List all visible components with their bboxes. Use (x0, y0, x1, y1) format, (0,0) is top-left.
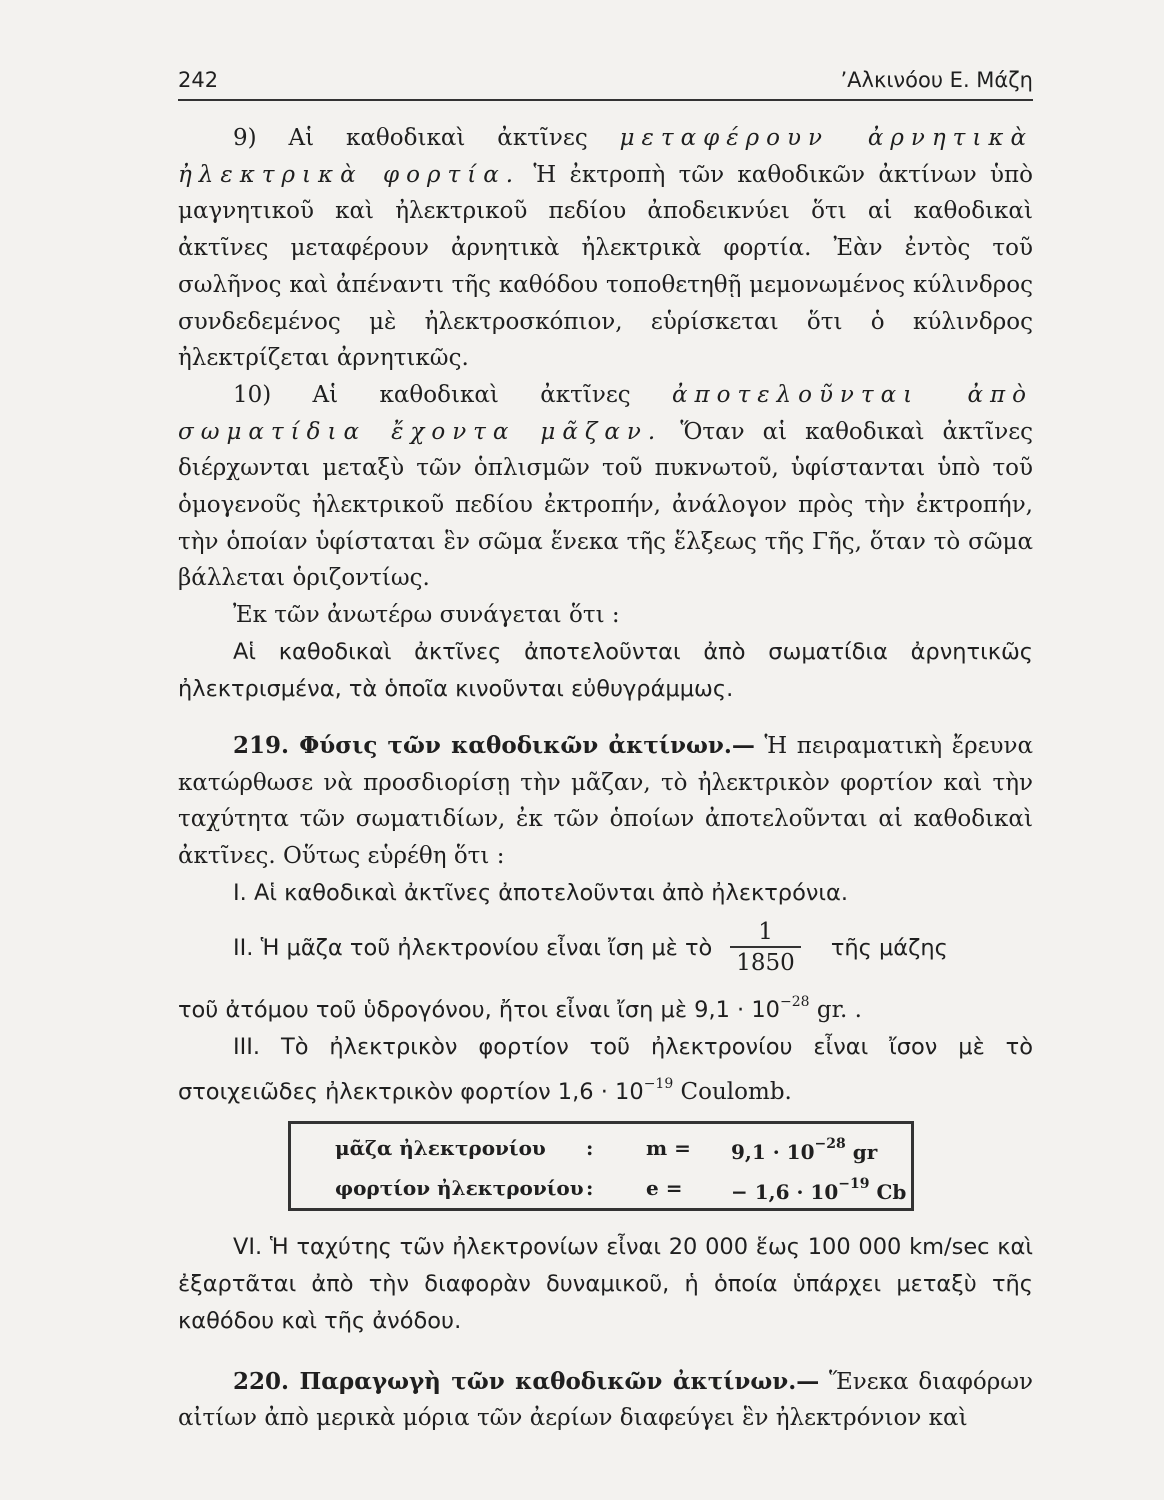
conclusion-intro (178, 597, 1033, 634)
charge-value-number: − 1,6 · 10 (731, 1179, 839, 1204)
summary-box-wrapper (178, 1111, 1033, 1229)
finding-2-start: II. Ἡ μᾶζα τοῦ ἠλεκτρονίου εἶναι ἴση μὲ τὸ (233, 934, 713, 961)
electron-summary-box (288, 1121, 914, 1211)
finding-1 (178, 875, 1033, 912)
paragraph-10-lead: 10) Αἱ καθοδικαὶ ἀκτῖνες (233, 381, 631, 408)
section-219-heading: 219. Φύσις τῶν καθοδικῶν ἀκτίνων.— (233, 731, 755, 759)
conclusion-statement (178, 634, 1033, 708)
finding-2-fraction-line (178, 912, 1033, 984)
finding-2-after-fraction: τῆς μάζης (830, 934, 948, 961)
paragraph-9-text: Ἡ ἐκτροπὴ τῶν καθοδικῶν ἀκτίνων ὑπὸ μαγνητικοῦ καὶ ἠλεκτρικοῦ πεδίου ἀποδεικνύει ὅτι αἱ καθοδικαὶ ἀκτῖνες μεταφέρουν ἀρνητικὰ ἠλεκτρικὰ φορτία. Ἐὰν ἐντὸς τοῦ σωλῆνος καὶ ἀπέναντι τῆς καθόδου τοποθετηθῇ μεμονωμένος κύλινδρος συνδεδεμένος μὲ ἠλεκτροσκόπιον, εὑρίσκεται ὅτι ὁ κύλινδρος ἠλεκτρίζεται ἀρνητικῶς. (178, 161, 1033, 372)
mass-unit: gr (852, 1139, 878, 1164)
section-220-text: Ἕνεκα διαφόρων αἰτίων ἀπὸ μερικὰ μόρια τῶν ἀερίων διαφεύγει ἓν ἠλεκτρόνιον καὶ (178, 1368, 1033, 1432)
summary-row-charge (291, 1170, 911, 1210)
finding-2-continuation (178, 984, 1033, 1029)
mass-value (731, 1136, 877, 1164)
summary-row-mass (291, 1130, 911, 1170)
mass-value-exponent: −28 (814, 1135, 846, 1152)
running-head-author: ’Αλκινόου Ε. Μάζη (840, 68, 1033, 92)
paragraph-9-spaced-emphasis: μεταφέρουν ἀρνητικὰ ἠλεκτρικὰ φορτία. (178, 125, 1033, 188)
finding-4-text: VI. Ἡ ταχύτης τῶν ἠλεκτρονίων εἶναι 20 000 ἕως 100 000 km/sec καὶ ἐξαρτᾶται ἀπὸ τὴν διαφορὰν δυναμικοῦ, ἡ ὁποία ὑπάρχει μεταξὺ τῆς καθόδου καὶ τῆς ἀνόδου. (178, 1233, 1033, 1334)
finding-2-continuation-text: τοῦ ἀτόμου τοῦ ὑδρογόνου, ἤτοι εἶναι ἴση μὲ 9,1 · 10 (178, 996, 780, 1023)
section-219 (178, 728, 1033, 875)
charge-label: φορτίον ἠλεκτρονίου (335, 1175, 584, 1200)
charge-colon: : (586, 1175, 594, 1200)
page-number: 242 (178, 68, 219, 92)
section-220-heading: 220. Παραγωγὴ τῶν καθοδικῶν ἀκτίνων.— (233, 1367, 820, 1395)
page-header (178, 62, 1033, 102)
paragraph-10-spaced-emphasis: ἀποτελοῦνται ἀπὸ σωματίδια ἔχοντα μᾶζαν. (178, 381, 1034, 445)
mass-value-number: 9,1 · 10 (731, 1139, 815, 1164)
charge-unit: Cb (876, 1179, 907, 1204)
section-219-text: Ἡ πειραματικὴ ἔρευνα κατώρθωσε νὰ προσδιορίσῃ τὴν μᾶζαν, τὸ ἠλεκτρικὸν φορτίον καὶ τὴν ταχύτητα τῶν σωματιδίων, ἐκ τῶν ὁποίων ἀποτελοῦνται αἱ καθοδικαὶ ἀκτῖνες. Οὕτως εὑρέθη ὅτι : (178, 732, 1034, 869)
spacer (178, 1340, 1033, 1364)
finding-3-unit: Coulomb. (680, 1078, 792, 1105)
finding-3-exponent: −19 (643, 1075, 674, 1092)
spacer (178, 708, 1033, 728)
finding-4 (178, 1229, 1033, 1340)
paragraph-10-text: Ὅταν αἱ καθοδικαὶ ἀκτῖνες διέρχωνται μεταξὺ τῶν ὁπλισμῶν τοῦ πυκνωτοῦ, ὑφίστανται ὑπὸ τοῦ ὁμογενοῦς ἠλεκτρικοῦ πεδίου ἐκτροπήν, ἀνάλογον πρὸς τὴν ἐκτροπήν, τὴν ὁποίαν ὑφίσταται ἓν σῶμα ἕνεκα τῆς ἕλξεως τῆς Γῆς, ὅταν τὸ σῶμα βάλλεται ὁριζοντίως. (178, 418, 1033, 592)
mass-label: μᾶζα ἠλεκτρονίου (335, 1135, 546, 1160)
paragraph-9-lead: 9) Αἱ καθοδικαὶ ἀκτῖνες (233, 125, 588, 151)
finding-3-text: III. Τὸ ἠλεκτρικὸν φορτίον τοῦ ἠλεκτρονίου εἶναι ἴσον μὲ τὸ στοιχειῶδες ἠλεκτρικὸν φορτίον 1,6 · 10 (178, 1033, 1033, 1105)
finding-3 (178, 1029, 1033, 1111)
paragraph-10 (178, 377, 1033, 597)
mass-symbol: m = (646, 1135, 691, 1160)
conclusion-intro-text: Ἐκ τῶν ἀνωτέρω συνάγεται ὅτι : (233, 602, 620, 629)
page-body (178, 120, 1033, 1437)
finding-2-exponent: −28 (780, 993, 810, 1010)
paragraph-9 (178, 120, 1033, 377)
fraction-numerator: 1 (758, 918, 773, 945)
finding-1-text: I. Αἱ καθοδικαὶ ἀκτῖνες ἀποτελοῦνται ἀπὸ ἠλεκτρόνια. (233, 879, 849, 906)
header-rule (178, 99, 1033, 101)
section-220 (178, 1364, 1033, 1437)
fraction (730, 918, 801, 978)
charge-symbol: e = (646, 1175, 683, 1200)
conclusion-statement-text: Αἱ καθοδικαὶ ἀκτῖνες ἀποτελοῦνται ἀπὸ σωματίδια ἀρνητικῶς ἠλεκτρισμένα, τὰ ὁποῖα κινοῦνται εὐθυγράμμως. (178, 638, 1033, 702)
fraction-denominator: 1850 (730, 946, 801, 978)
finding-2-unit: gr. . (816, 996, 862, 1023)
mass-colon: : (586, 1135, 594, 1160)
charge-value-exponent: −19 (838, 1175, 870, 1192)
charge-value (731, 1176, 906, 1204)
